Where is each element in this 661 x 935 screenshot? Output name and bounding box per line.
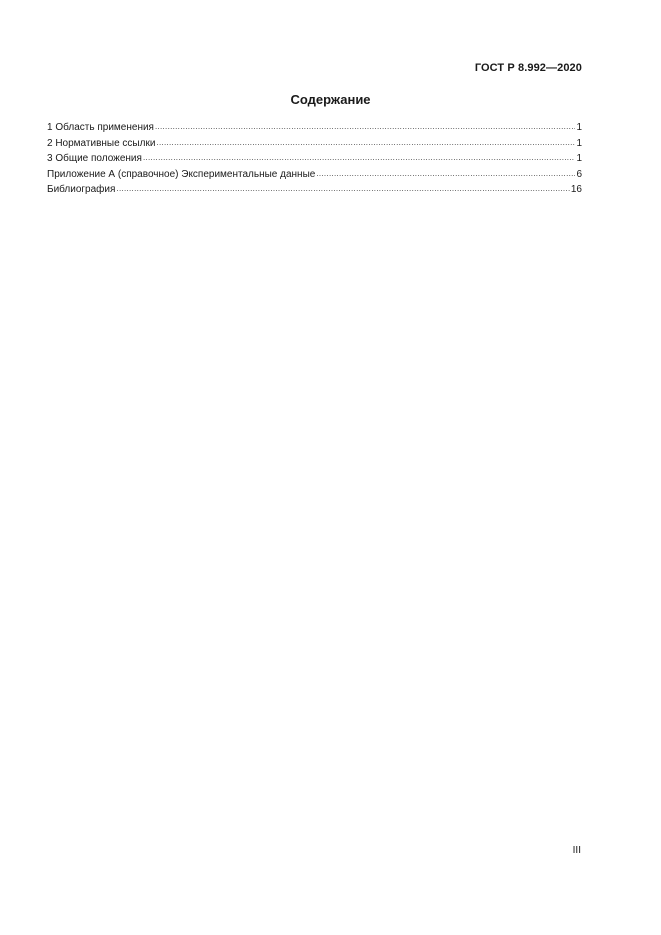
toc-entry-general-provisions bbox=[47, 151, 582, 167]
toc-entry-page: 1 bbox=[576, 137, 582, 149]
toc-entry-label: 3 Общие положения bbox=[47, 153, 142, 164]
table-of-contents bbox=[47, 120, 582, 198]
page-number: III bbox=[572, 845, 581, 856]
toc-entry-page: 1 bbox=[576, 122, 582, 133]
toc-entry-scope bbox=[47, 120, 582, 136]
toc-leader-dots bbox=[143, 150, 576, 166]
toc-leader-dots bbox=[156, 135, 575, 151]
toc-entry-label: 2 Нормативные ссылки bbox=[47, 137, 156, 149]
toc-entry-page: 16 bbox=[570, 184, 582, 195]
toc-leader-dots bbox=[155, 119, 575, 135]
toc-entry-appendix-a bbox=[47, 167, 582, 183]
document-code: ГОСТ Р 8.992—2020 bbox=[474, 62, 582, 74]
toc-title: Содержание bbox=[290, 92, 371, 107]
toc-entry-normative-references bbox=[47, 136, 582, 152]
toc-leader-dots bbox=[116, 181, 569, 197]
toc-entry-bibliography bbox=[47, 182, 582, 198]
toc-entry-page: 6 bbox=[576, 168, 582, 180]
toc-entry-label: Библиография bbox=[47, 184, 116, 195]
toc-entry-label: Приложение А (справочное) Экспериментальные данные bbox=[47, 168, 316, 180]
toc-entry-page: 1 bbox=[576, 153, 582, 164]
toc-leader-dots bbox=[316, 166, 575, 182]
toc-entry-label: 1 Область применения bbox=[47, 122, 154, 133]
